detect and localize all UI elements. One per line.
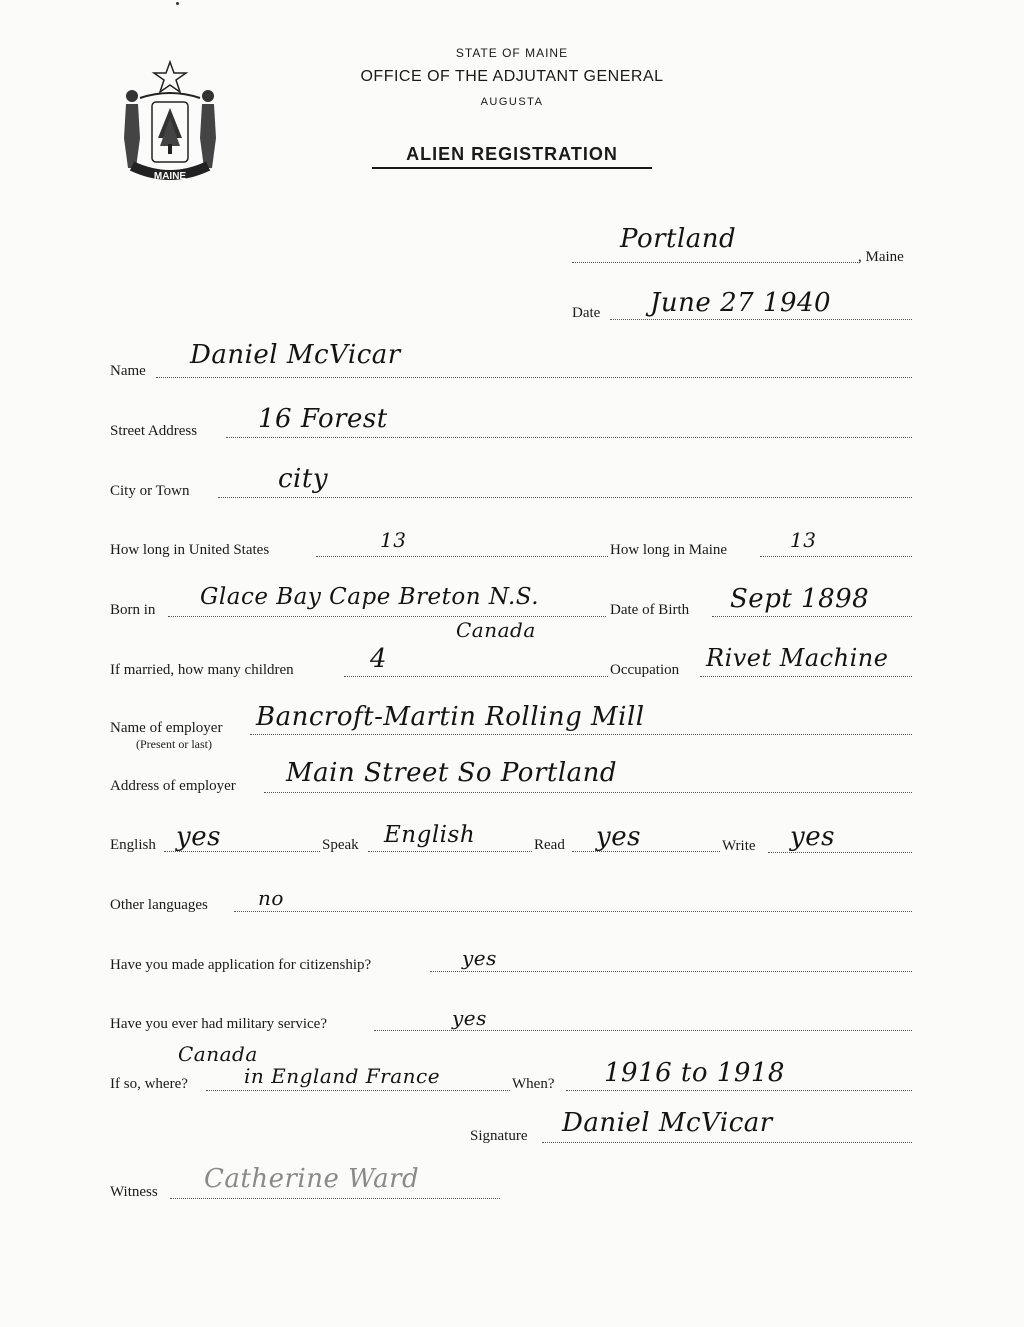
witness-line: [170, 1198, 500, 1199]
years-us-value: 13: [380, 528, 407, 552]
read-line: [572, 851, 720, 852]
witness-value: Catherine Ward: [204, 1164, 420, 1194]
date-of-birth-line: [712, 616, 912, 617]
svg-text:MAINE: MAINE: [153, 171, 187, 182]
born-country-value: Canada: [456, 618, 536, 642]
street-label: Street Address: [110, 423, 198, 439]
signature-value: Daniel McVicar: [562, 1108, 773, 1138]
city-value: city: [278, 464, 329, 494]
date-of-birth-value: Sept 1898: [730, 584, 870, 614]
write-label: Write: [722, 838, 756, 854]
street-line: [226, 437, 912, 438]
other-languages-line: [234, 911, 912, 912]
signature-line: [542, 1142, 912, 1143]
employer-sublabel: (Present or last): [136, 737, 212, 751]
employer-address-line: [264, 792, 912, 793]
years-maine-value: 13: [790, 528, 817, 552]
town-value: Portland: [620, 224, 737, 254]
english-value: yes: [176, 822, 221, 852]
employer-value: Bancroft-Martin Rolling Mill: [256, 702, 645, 732]
city-label: City or Town: [110, 483, 190, 499]
children-line: [344, 676, 608, 677]
city-heading: AUGUSTA: [480, 96, 544, 108]
children-label: If married, how many children: [110, 662, 294, 678]
military-value: yes: [452, 1006, 487, 1030]
where-label: If so, where?: [110, 1076, 188, 1092]
when-label: When?: [512, 1076, 555, 1092]
when-line: [566, 1090, 912, 1091]
speak-line: [368, 851, 532, 852]
employer-address-label: Address of employer: [110, 778, 236, 794]
military-line: [374, 1030, 912, 1031]
employer-address-value: Main Street So Portland: [286, 758, 618, 788]
when-value: 1916 to 1918: [604, 1058, 785, 1088]
citizenship-line: [430, 971, 912, 972]
state-heading: STATE OF MAINE: [455, 46, 569, 60]
date-of-birth-label: Date of Birth: [610, 602, 690, 618]
how-long-us-line: [316, 556, 608, 557]
citizenship-label: Have you made application for citizenship?: [110, 957, 372, 973]
maine-label: , Maine: [858, 249, 904, 265]
read-label: Read: [534, 837, 565, 853]
children-value: 4: [370, 644, 388, 674]
write-line: [768, 852, 912, 853]
town-line: [572, 262, 860, 263]
how-long-us-label: How long in United States: [110, 542, 270, 558]
speak-value: English: [384, 822, 476, 848]
name-label: Name: [110, 363, 146, 379]
scan-speck: [176, 2, 179, 5]
employer-label: Name of employer: [110, 720, 223, 736]
born-in-line: [168, 616, 606, 617]
name-value: Daniel McVicar: [190, 340, 401, 370]
where-places-value: in England France: [244, 1064, 441, 1088]
date-label: Date: [572, 305, 601, 321]
city-line: [218, 497, 912, 498]
occupation-value: Rivet Machine: [706, 644, 889, 672]
how-long-maine-label: How long in Maine: [610, 542, 728, 558]
speak-label: Speak: [322, 837, 359, 853]
date-value: June 27 1940: [650, 288, 832, 318]
military-label: Have you ever had military service?: [110, 1016, 327, 1032]
english-label: English: [110, 837, 156, 853]
occupation-line: [700, 676, 912, 677]
born-in-value: Glace Bay Cape Breton N.S.: [200, 584, 540, 610]
street-value: 16 Forest: [258, 404, 388, 434]
other-languages-value: no: [258, 886, 284, 910]
write-value: yes: [790, 822, 835, 852]
other-languages-label: Other languages: [110, 897, 208, 913]
born-in-label: Born in: [110, 602, 156, 618]
employer-line: [250, 734, 912, 735]
where-country-value: Canada: [178, 1042, 258, 1066]
date-line: [610, 319, 912, 320]
where-line: [206, 1090, 510, 1091]
how-long-maine-line: [760, 556, 912, 557]
office-heading: OFFICE OF THE ADJUTANT GENERAL: [360, 68, 664, 85]
citizenship-value: yes: [462, 946, 497, 970]
signature-label: Signature: [470, 1128, 528, 1144]
name-line: [156, 377, 912, 378]
form-title: ALIEN REGISTRATION: [372, 144, 652, 169]
witness-label: Witness: [110, 1184, 158, 1200]
occupation-label: Occupation: [610, 662, 680, 678]
read-value: yes: [596, 822, 641, 852]
